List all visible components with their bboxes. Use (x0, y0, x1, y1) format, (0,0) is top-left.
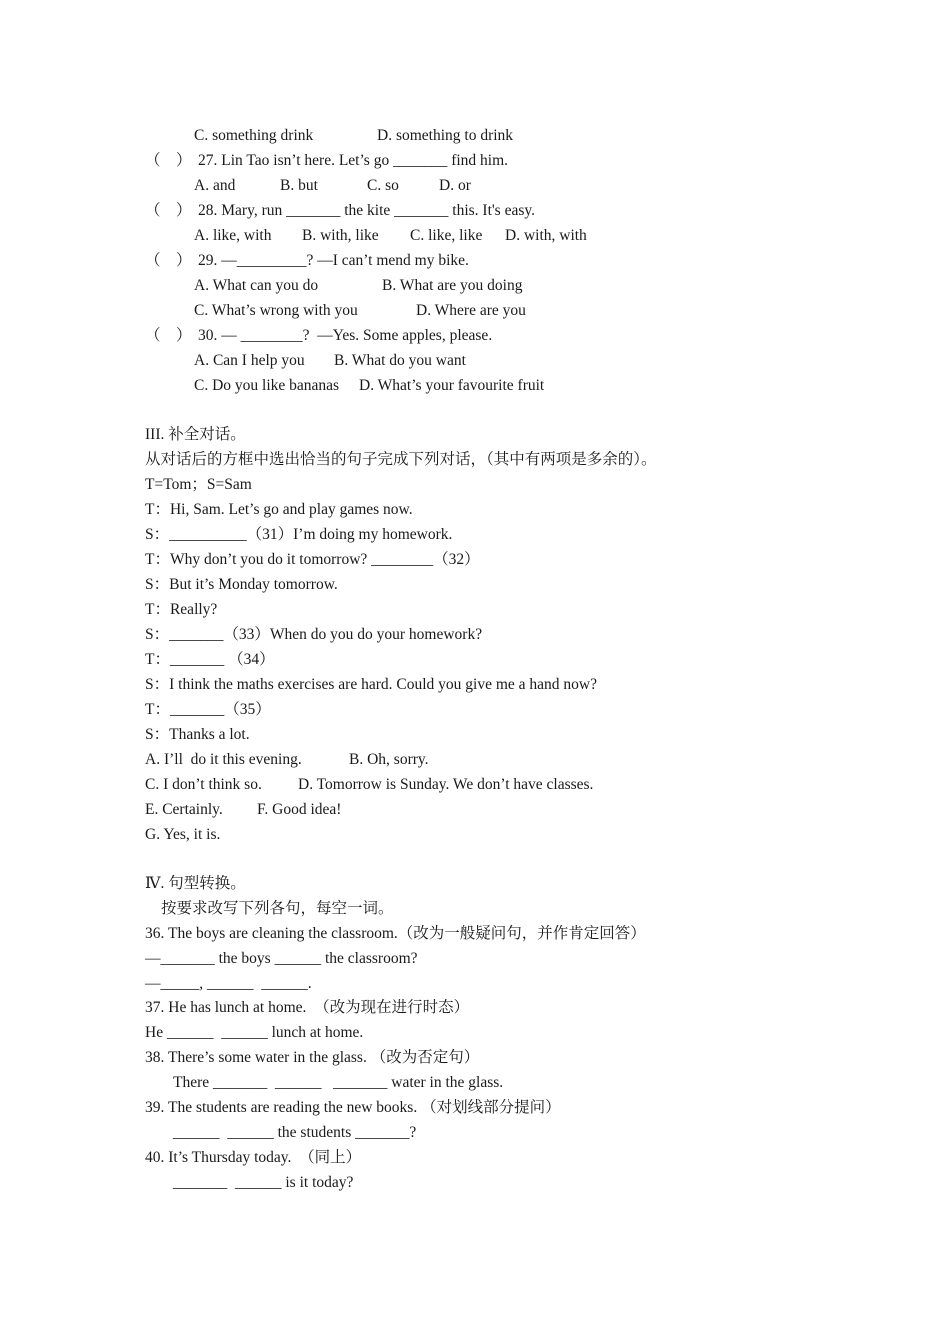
q27-option-c: C. so (367, 177, 399, 194)
dialogue-line: S：_______（33）When do you do your homework? (145, 626, 483, 643)
q29-stem: 29. —_________? —I can’t mend my bike. (198, 252, 469, 269)
q27-option-d: D. or (439, 177, 471, 194)
dialogue-option-e: E. Certainly. (145, 801, 223, 818)
q27-option-b: B. but (280, 177, 318, 194)
dialogue-option-a: A. I’ll do it this evening. (145, 751, 302, 768)
dialogue-line: T：_______（35） (145, 701, 271, 718)
q39-answer-line: ______ ______ the students _______? (173, 1124, 417, 1141)
q38-stem: 38. There’s some water in the glass. （改为否定句） (145, 1049, 480, 1066)
dialogue-line: T：_______ （34） (145, 651, 275, 668)
q30-stem: 30. — ________? —Yes. Some apples, please. (198, 327, 493, 344)
dialogue-line: S：__________（31）I’m doing my homework. (145, 526, 453, 543)
q28-option-b: B. with, like (302, 227, 379, 244)
section3-speakers: T=Tom；S=Sam (145, 476, 252, 493)
q40-answer-line: _______ ______ is it today? (173, 1174, 354, 1191)
section4-instruction: 按要求改写下列各句，每空一词。 (161, 900, 394, 917)
q27-option-a: A. and (194, 177, 236, 194)
q30-option-b: B. What do you want (334, 352, 466, 369)
q28-option-d: D. with, with (505, 227, 587, 244)
q29-option-b: B. What are you doing (382, 277, 523, 294)
q30-option-c: C. Do you like bananas (194, 377, 340, 394)
q28-answer-paren: （ ） (145, 202, 192, 219)
q26-option-d: D. something to drink (377, 127, 514, 144)
q28-option-a: A. like, with (194, 227, 272, 244)
q36-stem: 36. The boys are cleaning the classroom.（改为一般疑问句，并作肯定回答） (145, 925, 646, 942)
dialogue-line: S：Thanks a lot. (145, 726, 250, 743)
section3-heading: III. 补全对话。 (145, 426, 246, 443)
q36-answer-line: —_____, ______ ______. (145, 975, 312, 992)
q38-answer-line: There _______ ______ _______ water in the glass. (173, 1074, 504, 1091)
dialogue-option-c: C. I don’t think so. (145, 776, 262, 793)
q29-option-c: C. What’s wrong with you (194, 302, 358, 319)
q36-answer-line: —_______ the boys ______ the classroom? (145, 950, 418, 967)
q28-stem: 28. Mary, run _______ the kite _______ this. It's easy. (198, 202, 536, 219)
dialogue-line: T：Hi, Sam. Let’s go and play games now. (145, 501, 413, 518)
dialogue-option-d: D. Tomorrow is Sunday. We don’t have classes. (298, 776, 594, 793)
q27-stem: 27. Lin Tao isn’t here. Let’s go _______ find him. (198, 152, 509, 169)
dialogue-line: S：But it’s Monday tomorrow. (145, 576, 338, 593)
section3-instruction: 从对话后的方框中选出恰当的句子完成下列对话，（其中有两项是多余的）。 (145, 451, 657, 468)
q30-answer-paren: （ ） (145, 327, 192, 344)
q40-stem: 40. It’s Thursday today. （同上） (145, 1149, 362, 1166)
dialogue-line: T：Really? (145, 601, 218, 618)
q28-option-c: C. like, like (410, 227, 483, 244)
q27-answer-paren: （ ） (145, 152, 192, 169)
q30-option-d: D. What’s your favourite fruit (359, 377, 545, 394)
q37-answer-line: He ______ ______ lunch at home. (145, 1024, 364, 1041)
section4-heading: Ⅳ. 句型转换。 (145, 875, 246, 892)
dialogue-option-g: G. Yes, it is. (145, 826, 221, 843)
q39-stem: 39. The students are reading the new books. （对划线部分提问） (145, 1099, 561, 1116)
q30-option-a: A. Can I help you (194, 352, 305, 369)
q29-option-a: A. What can you do (194, 277, 319, 294)
q37-stem: 37. He has lunch at home. （改为现在进行时态） (145, 999, 470, 1016)
q29-answer-paren: （ ） (145, 252, 192, 269)
dialogue-line: S：I think the maths exercises are hard. Could you give me a hand now? (145, 676, 597, 693)
dialogue-line: T：Why don’t you do it tomorrow? ________（32） (145, 551, 480, 568)
dialogue-option-f: F. Good idea! (257, 801, 342, 818)
q26-option-c: C. something drink (194, 127, 314, 144)
q29-option-d: D. Where are you (416, 302, 526, 319)
dialogue-option-b: B. Oh, sorry. (349, 751, 429, 768)
